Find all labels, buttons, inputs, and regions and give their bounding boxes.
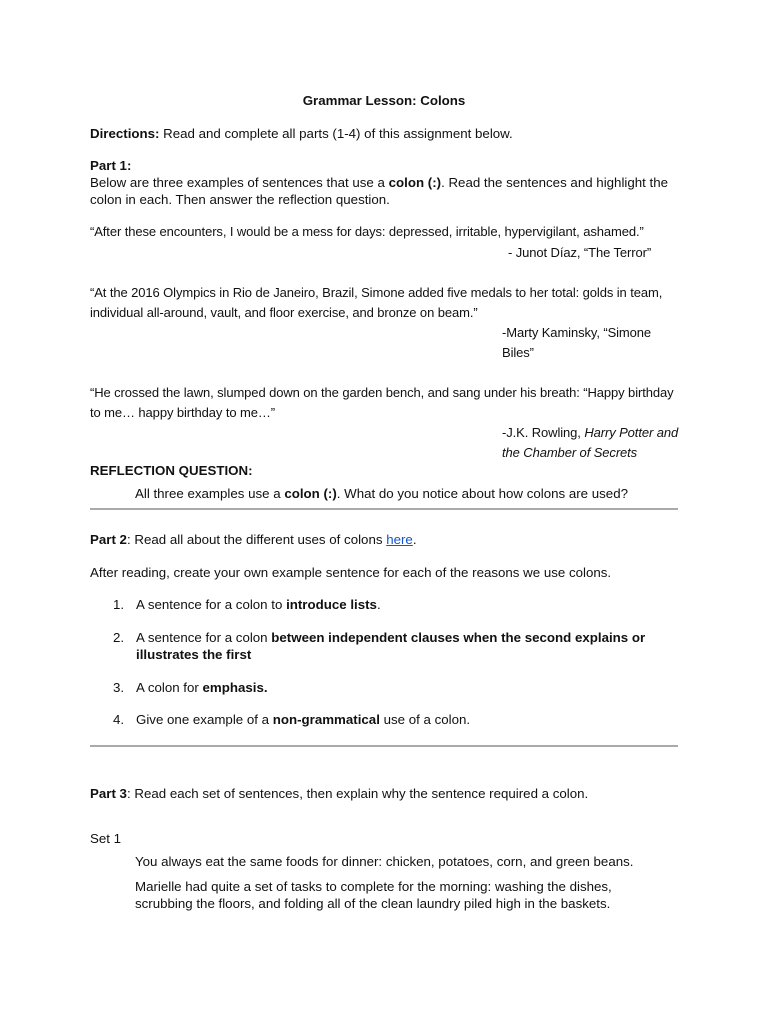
list-bold: introduce lists [286, 597, 377, 612]
list-item [113, 597, 683, 614]
attribution-title: Harry Potter and the Chamber of Secrets [502, 425, 679, 460]
intro-bold: colon (:) [388, 175, 442, 190]
directions [90, 126, 680, 143]
directions-text: Read and complete all parts (1-4) of this assignment below. [159, 126, 513, 141]
part2-label: Part 2 [90, 532, 127, 547]
part3-text: : Read each set of sentences, then explain why the sentence required a colon. [126, 786, 589, 801]
reflection-bold: colon (:) [284, 486, 337, 501]
list-bold: non-grammatical [272, 712, 380, 727]
reflection-text-2: . What do you notice about how colons are used? [336, 486, 628, 501]
attribution-author: -J.K. Rowling, [502, 425, 585, 440]
reflection-heading: REFLECTION QUESTION: [90, 463, 253, 478]
list-bold: between independent clauses when the second explains or illustrates the first [136, 630, 646, 662]
reflection-text: All three examples use a [135, 486, 285, 501]
directions-label: Directions: [90, 126, 160, 141]
set-1-sentence: Marielle had quite a set of tasks to complete for the morning: washing the dishes, scrubbing the floors, and folding all of the clean laundry piled high in the baskets. [135, 879, 612, 911]
quote-1-attribution: - Junot Díaz, “The Terror” [508, 245, 652, 260]
quote-3: “He crossed the lawn, slumped down on the garden bench, and sang under his breath: “Happy birthday to me… happy birthday to me…” [90, 385, 674, 420]
list-text: A colon for [136, 680, 203, 695]
reflection-question [135, 486, 695, 503]
list-bold: emphasis. [202, 680, 268, 695]
quote-2-attribution: -Marty Kaminsky, “Simone Biles” [502, 325, 652, 360]
quote-2: “At the 2016 Olympics in Rio de Janeiro, Brazil, Simone added five medals to her total: golds in team, individual all-around, vault, and floor exercise, and bronze on beam.” [90, 285, 663, 320]
part1-heading [90, 158, 680, 175]
list-number: 4. [113, 712, 125, 727]
part1-intro [90, 175, 685, 208]
divider [90, 508, 678, 510]
list-number: 1. [113, 597, 125, 612]
intro-text-2: . Read the sentences and highlight the colon in each. Then answer the reflection question. [90, 175, 669, 207]
quote-1: “After these encounters, I would be a mess for days: depressed, irritable, hypervigilant, ashamed.” [90, 224, 644, 239]
part3-intro [90, 786, 680, 803]
quote-3-attribution [502, 423, 682, 463]
list-number: 3. [113, 680, 125, 695]
part3-label: Part 3 [90, 786, 127, 801]
set-1-label: Set 1 [90, 831, 122, 846]
list-item [113, 680, 683, 697]
intro-text: Below are three examples of sentences that use a [90, 175, 389, 190]
here-link[interactable]: here [386, 532, 413, 547]
list-text: A sentence for a colon to [136, 597, 287, 612]
list-text: Give one example of a [136, 712, 273, 727]
page-title: Grammar Lesson: Colons [302, 93, 466, 108]
part1-label: Part 1: [90, 158, 132, 173]
list-number: 2. [113, 630, 125, 645]
list-text: A sentence for a colon [136, 630, 272, 645]
part2-after: After reading, create your own example sentence for each of the reasons we use colons. [90, 565, 612, 580]
list-text-end: use of a colon. [379, 712, 471, 727]
part2-intro [90, 532, 680, 549]
list-item [113, 630, 683, 663]
part2-text: : Read all about the different uses of colons [126, 532, 387, 547]
list-text-end: . [376, 597, 381, 612]
divider [90, 745, 678, 747]
list-item [113, 712, 683, 729]
part2-end: . [412, 532, 417, 547]
set-1-sentence: You always eat the same foods for dinner: chicken, potatoes, corn, and green beans. [135, 854, 634, 869]
